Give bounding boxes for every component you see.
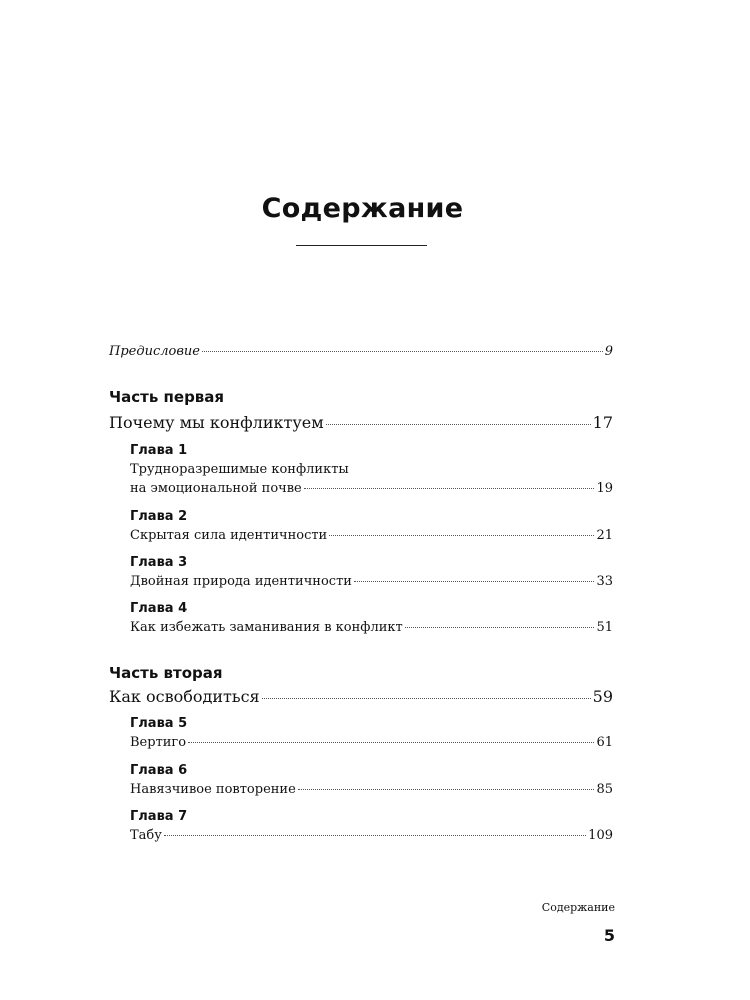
toc-entry-page: 109 — [588, 828, 613, 843]
page-title: Содержание — [261, 193, 464, 224]
dot-leader — [298, 789, 595, 790]
toc-entry-chapter-5 — [130, 735, 613, 750]
chapter-5-heading: Глава 5 — [130, 716, 188, 731]
dot-leader — [329, 535, 594, 536]
chapter-6-heading: Глава 6 — [130, 763, 188, 778]
toc-entry-label: Как избежать заманивания в конфликт — [130, 620, 403, 635]
toc-entry-label: Почему мы конфликтуем — [109, 413, 324, 432]
part-2-heading: Часть вторая — [109, 664, 223, 682]
dot-leader — [354, 581, 595, 582]
dot-leader — [304, 488, 595, 489]
toc-entry-preface — [109, 344, 613, 359]
toc-entry-page: 21 — [596, 528, 613, 543]
toc-entry-chapter-1 — [130, 481, 613, 496]
toc-entry-label: Как освободиться — [109, 687, 260, 706]
page-number: 5 — [603, 926, 615, 945]
chapter-4-heading: Глава 4 — [130, 601, 188, 616]
toc-entry-label: Навязчивое повторение — [130, 782, 296, 797]
toc-entry-chapter-7 — [130, 828, 613, 843]
toc-entry-label: на эмоциональной почве — [130, 481, 302, 496]
dot-leader — [326, 424, 591, 425]
chapter-3-heading: Глава 3 — [130, 555, 188, 570]
toc-entry-page: 51 — [596, 620, 613, 635]
chapter-7-heading: Глава 7 — [130, 809, 188, 824]
toc-entry-label: Табу — [130, 828, 162, 843]
toc-entry-page: 19 — [596, 481, 613, 496]
toc-entry-page: 59 — [592, 687, 613, 706]
toc-entry-label: Скрытая сила идентичности — [130, 528, 328, 543]
toc-entry-label: Предисловие — [109, 344, 200, 359]
dot-leader — [202, 351, 603, 352]
title-underline — [296, 245, 427, 246]
toc-entry-chapter-6 — [130, 782, 613, 797]
toc-entry-page: 33 — [596, 574, 613, 589]
toc-entry-part-1 — [109, 413, 613, 432]
toc-entry-page: 85 — [596, 782, 613, 797]
toc-entry-label: Вертиго — [130, 735, 187, 750]
part-1-heading: Часть первая — [109, 388, 225, 406]
chapter-2-heading: Глава 2 — [130, 509, 188, 524]
chapter-1-heading: Глава 1 — [130, 443, 188, 458]
running-head: Содержание — [541, 901, 615, 914]
toc-entry-chapter-3 — [130, 574, 613, 589]
toc-entry-page: 17 — [592, 413, 613, 432]
dot-leader — [188, 742, 594, 743]
toc-entry-page: 61 — [596, 735, 613, 750]
toc-entry-page: 9 — [604, 344, 613, 359]
toc-entry-chapter-2 — [130, 528, 613, 543]
dot-leader — [405, 627, 595, 628]
chapter-1-title-line1: Трудноразрешимые конфликты — [130, 462, 349, 477]
toc-entry-label: Двойная природа идентичности — [130, 574, 352, 589]
dot-leader — [164, 835, 586, 836]
toc-entry-part-2 — [109, 687, 613, 706]
toc-entry-chapter-4 — [130, 620, 613, 635]
dot-leader — [262, 698, 591, 699]
